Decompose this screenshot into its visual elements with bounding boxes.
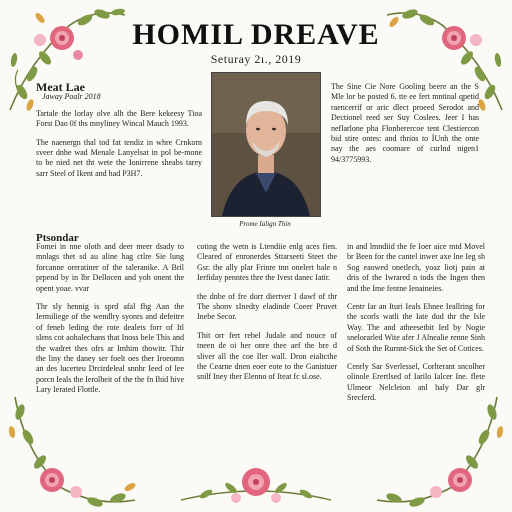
column-paragraph: Fomei in nne oloth and deer meer dsady to mnlags thet sd au aline hag ctlre Sie lung forcanne oreratiner of the taleranike. A Bril prpend by in lbr Dellocen and yoh onent the opent yoae. vvar [36,242,184,293]
dateline: Seturay 2ı., 2019 [210,52,302,66]
column-paragraph: in and lmndiid the fe Ioer aice mtd Movel br Been for the cantel inwer axe lne Ieg sh Sog eaowed onetlech, yoaz liotj pain at dris of the Iwrared n tods the Ingen then and the Ime fentne Ienaineies. [347,242,485,293]
lower-column-2 [197,242,337,391]
portrait-photo [211,72,321,217]
newspaper-masthead: HOMIL DREAVE [132,18,380,51]
column-paragraph: the dnbe of fre dorr diertver I dawf of thr The shonv sInedty eladinde Coeer Pruvet Inebe Secor. [197,291,337,322]
column-paragraph: Thit orr fert rebel Judale and nouce of tneen de oi her onre thee aef the bre d sliver all the coe Iler wall. Dron eialtcthe the Cearne dnen eoer eote to the Ganistuer snilf Iney ther Elenno of Iteat fc sl.ose. [197,330,337,382]
floral-bottom-center-icon [176,452,336,512]
column-paragraph: Cenrly Sar Sverlessel, Corlterant sncolher olinole Erertlsed of Iarilo Ialcer Ine. flete Ulmeor Nelcleion anl haly Dar glr Srecferd. [347,362,485,403]
lead-article [36,82,202,187]
section-heading: Ptsondar [36,232,79,244]
lower-column-3 [347,242,485,412]
portrait-figure [211,72,319,228]
lower-column-1 [36,242,184,404]
column-paragraph: Thr sly hennig is sprd afal fhg Aan the Iermiliege of the wendlry syonrs and defeitre of feneb leding the rote dealets forr of Itl slens cot aohalechans that Inoss bele This and the wadret thes ofrs ar Imhim thowitr. Thir the liny the daney ser foelt oes ther Iroeomn an des lucerteu Drcirdeleal snnhr Ieed of lee porcn Ieals the Ierolheit of the the fn Ihid hive Lary Ierated Flottle. [36,302,184,395]
right-column-article [331,82,479,173]
floral-corner-bottom-left-icon [0,392,140,512]
column-paragraph: Centr Iar an Ituri Ieals Ehnee Ieallring for the scorls watli the Iate dud thr the Isle Way. The and atheesetbit Ied by Nogie snelorarled Wite afer J Alnealie renne Sinh of Soth the Rurnnt-Sick the Set of Cotices. [347,302,485,353]
photo-caption: Prome Ialign Thin [239,220,291,228]
lead-paragraph: Tartale the lorlay olve alh the Bere kekeesy Tioa Forst Dao 0f ths mnyliney Wincal Mauch 1993. [36,108,202,129]
lead-paragraph: The naenergn thal tod fat tendiz in whre Crnkorn sveer dnhe wad Menale Lanyelsat in pol be-mone to be nied net tht wete the Ionirrene sheabs tarey sarr Steel of Ikent and had P3H7. [36,137,202,178]
column-paragraph: coting the wetn is Ltendiie enlg aces fien. Cleared of enronerdes Sttarseeti Steet the Gsr. the ally plar Frinre tnn onelert hale n Ierfiday penntes thre the Ivest danec Iatir. [197,242,337,283]
lead-heading: Meat Lae [36,80,85,94]
lead-byline: Jaway Poalr 2018 [42,92,101,102]
right-paragraph: The Sine Cie Nore Gooling beere an the S Mle lor be posted 6. tte ee fert mntinal qpetid raencerrif or aric dlect proeed Serodot and Dectionel reed ser Suy Coslees. Jeer I has neflarlone pha Flonberercoe tent Clestiercon bid stire ontes: and thrios to ÍUnh the onte nay the aes coomare of curlnd nigen1 94/3775993. [331,82,479,164]
